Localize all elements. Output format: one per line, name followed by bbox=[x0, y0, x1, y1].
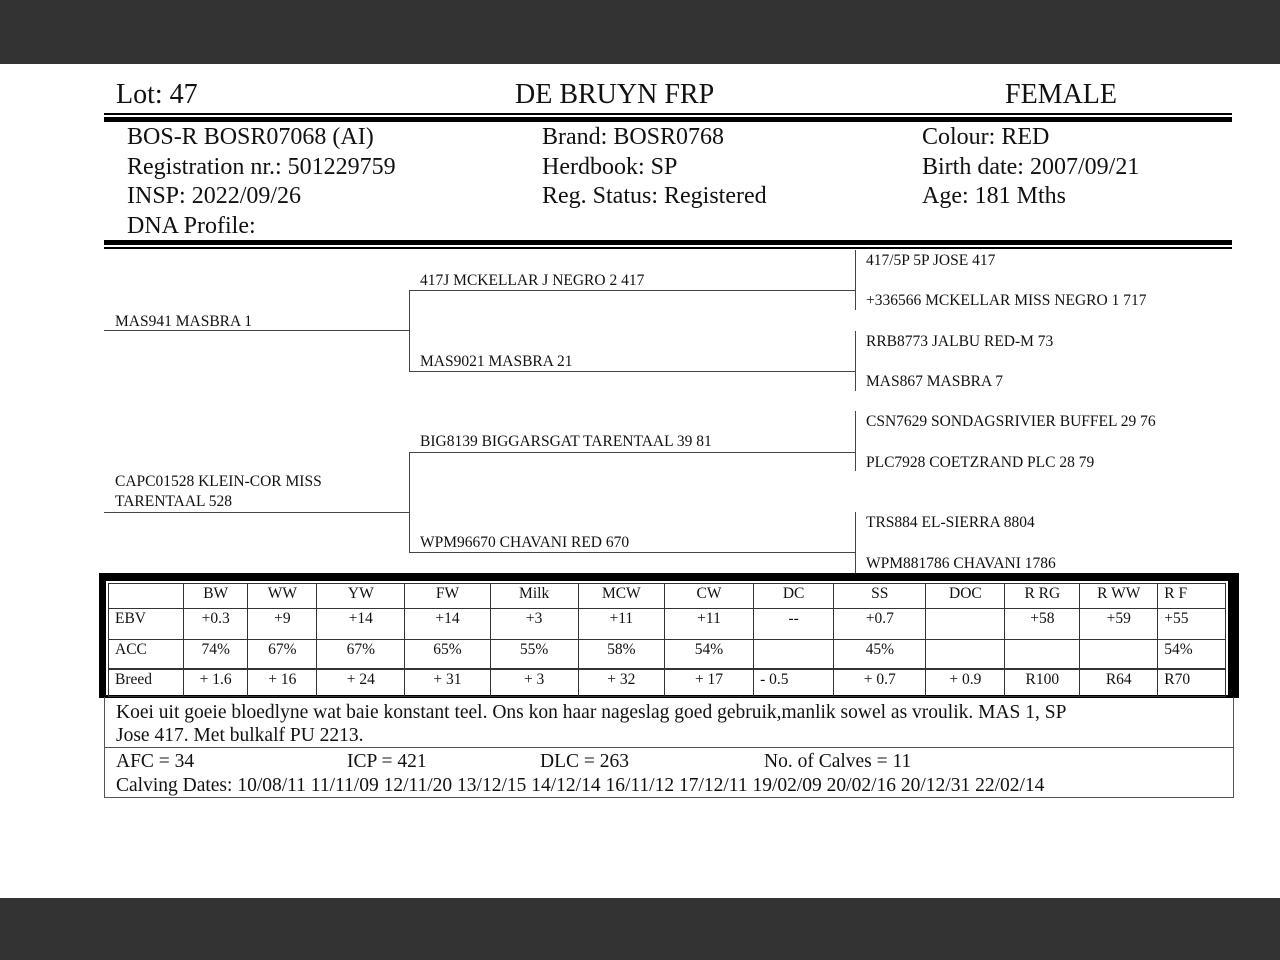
registration-status: Reg. Status: Registered bbox=[542, 183, 767, 209]
table-cell bbox=[926, 640, 1005, 670]
table-cell: + 24 bbox=[317, 669, 405, 697]
birth-date: Birth date: 2007/09/21 bbox=[922, 154, 1140, 180]
table-cell: +0.7 bbox=[834, 609, 926, 640]
bottom-letterbox-bar bbox=[0, 898, 1280, 960]
lot-number: Lot: 47 bbox=[116, 79, 198, 110]
afc-value: AFC = 34 bbox=[116, 751, 195, 772]
table-cell: - 0.5 bbox=[754, 669, 834, 697]
table-cell: +11 bbox=[578, 609, 664, 640]
dam-dam-dam-name: WPM881786 CHAVANI 1786 bbox=[866, 555, 1056, 572]
dlc-value: DLC = 263 bbox=[540, 751, 629, 772]
table-cell: +14 bbox=[405, 609, 490, 640]
header-cell: DC bbox=[754, 584, 834, 609]
ds-bracket bbox=[855, 411, 856, 471]
breeder-name: DE BRUYN FRP bbox=[515, 79, 715, 110]
header-cell: FW bbox=[405, 584, 490, 609]
row-label: EBV bbox=[109, 609, 184, 640]
header-rule-thick bbox=[104, 117, 1232, 122]
sire-dam-line bbox=[409, 371, 855, 372]
table-cell bbox=[926, 609, 1005, 640]
table-cell: 45% bbox=[834, 640, 926, 670]
table-cell bbox=[1005, 640, 1080, 670]
table-cell: + 32 bbox=[578, 669, 664, 697]
ebv-row bbox=[109, 609, 1226, 640]
table-cell bbox=[1080, 640, 1158, 670]
table-cell: R64 bbox=[1080, 669, 1158, 697]
icp-value: ICP = 421 bbox=[347, 751, 427, 772]
dam-name-line1: CAPC01528 KLEIN-COR MISS bbox=[115, 473, 322, 490]
comment-line-2: Jose 417. Met bulkalf PU 2213. bbox=[116, 725, 364, 746]
brand: Brand: BOSR0768 bbox=[542, 124, 725, 150]
table-cell: 54% bbox=[1158, 640, 1226, 670]
table-cell: 67% bbox=[248, 640, 317, 670]
ebv-header-row bbox=[109, 584, 1226, 609]
dam-sire-dam-name: PLC7928 COETZRAND PLC 28 79 bbox=[866, 454, 1095, 471]
inspection-date: INSP: 2022/09/26 bbox=[127, 183, 302, 209]
dam-sire-sire-name: CSN7629 SONDAGSRIVIER BUFFEL 29 76 bbox=[866, 413, 1156, 430]
age: Age: 181 Mths bbox=[922, 183, 1066, 209]
header-cell: BW bbox=[183, 584, 248, 609]
dna-profile: DNA Profile: bbox=[127, 213, 256, 239]
table-cell: 65% bbox=[405, 640, 490, 670]
header-cell: YW bbox=[317, 584, 405, 609]
header-cell: R F bbox=[1158, 584, 1226, 609]
table-cell: +0.3 bbox=[183, 609, 248, 640]
table-cell: + 16 bbox=[248, 669, 317, 697]
dd-bracket bbox=[855, 512, 856, 573]
dam-dam-line bbox=[409, 552, 855, 553]
row-label: Breed bbox=[109, 669, 184, 697]
table-cell: + 17 bbox=[664, 669, 753, 697]
table-cell: + 1.6 bbox=[183, 669, 248, 697]
ebv-table bbox=[108, 583, 1226, 697]
table-cell: + 0.9 bbox=[926, 669, 1005, 697]
table-cell: +11 bbox=[664, 609, 753, 640]
breed-row bbox=[109, 669, 1226, 697]
table-cell: +59 bbox=[1080, 609, 1158, 640]
table-cell: 54% bbox=[664, 640, 753, 670]
header-cell: CW bbox=[664, 584, 753, 609]
table-cell: 55% bbox=[490, 640, 578, 670]
table-cell: R70 bbox=[1158, 669, 1226, 697]
table-cell: +14 bbox=[317, 609, 405, 640]
dam-sire-name: BIG8139 BIGGARSGAT TARENTAAL 39 81 bbox=[420, 433, 712, 450]
sd-bracket bbox=[855, 331, 856, 391]
table-cell: +55 bbox=[1158, 609, 1226, 640]
sire-name: MAS941 MASBRA 1 bbox=[115, 313, 252, 330]
sire-sire-dam-name: +336566 MCKELLAR MISS NEGRO 1 717 bbox=[866, 292, 1147, 309]
table-cell: +58 bbox=[1005, 609, 1080, 640]
dam-connector bbox=[409, 452, 410, 553]
animal-id: BOS-R BOSR07068 (AI) bbox=[127, 124, 374, 150]
calves-count: No. of Calves = 11 bbox=[764, 751, 912, 772]
table-cell: + 0.7 bbox=[834, 669, 926, 697]
info-rule-thick bbox=[104, 240, 1232, 245]
table-cell: 74% bbox=[183, 640, 248, 670]
sire-dam-sire-name: RRB8773 JALBU RED-M 73 bbox=[866, 333, 1054, 350]
herdbook: Herdbook: SP bbox=[542, 154, 678, 180]
header-cell: DOC bbox=[926, 584, 1005, 609]
info-rule-thin bbox=[104, 247, 1232, 249]
header-cell: R WW bbox=[1080, 584, 1158, 609]
header-cell: R RG bbox=[1005, 584, 1080, 609]
dam-sire-line bbox=[409, 452, 855, 453]
table-cell: R100 bbox=[1005, 669, 1080, 697]
row-label: ACC bbox=[109, 640, 184, 670]
ss-bracket bbox=[855, 250, 856, 310]
dam-dam-name: WPM96670 CHAVANI RED 670 bbox=[420, 534, 630, 551]
table-cell: +3 bbox=[490, 609, 578, 640]
dam-line bbox=[104, 512, 409, 513]
header-cell bbox=[109, 584, 184, 609]
table-cell: -- bbox=[754, 609, 834, 640]
table-cell: 67% bbox=[317, 640, 405, 670]
header-cell: WW bbox=[248, 584, 317, 609]
dam-dam-sire-name: TRS884 EL-SIERRA 8804 bbox=[866, 514, 1035, 531]
sire-sire-line bbox=[409, 290, 855, 291]
top-letterbox-bar bbox=[0, 0, 1280, 64]
dam-name-line2: TARENTAAL 528 bbox=[115, 493, 233, 510]
sire-dam-dam-name: MAS867 MASBRA 7 bbox=[866, 373, 1003, 390]
registration-number: Registration nr.: 501229759 bbox=[127, 154, 396, 180]
table-cell bbox=[754, 640, 834, 670]
sire-dam-name: MAS9021 MASBRA 21 bbox=[420, 353, 573, 370]
colour: Colour: RED bbox=[922, 124, 1050, 150]
sire-sire-name: 417J MCKELLAR J NEGRO 2 417 bbox=[420, 272, 645, 289]
header-rule-thin bbox=[104, 113, 1232, 115]
header-cell: MCW bbox=[578, 584, 664, 609]
sire-sire-sire-name: 417/5P 5P JOSE 417 bbox=[866, 252, 996, 269]
sex-label: FEMALE bbox=[1005, 79, 1117, 110]
header-cell: SS bbox=[834, 584, 926, 609]
comment-line-1: Koei uit goeie bloedlyne wat baie konstant teel. Ons kon haar nageslag goed gebruik,manlik sowel as vroulik. MAS 1, SP bbox=[116, 702, 1067, 723]
table-cell: +9 bbox=[248, 609, 317, 640]
table-cell: + 3 bbox=[490, 669, 578, 697]
table-cell: 58% bbox=[578, 640, 664, 670]
table-cell: + 31 bbox=[405, 669, 490, 697]
calving-dates: Calving Dates: 10/08/11 11/11/09 12/11/20 13/12/15 14/12/14 16/11/12 17/12/11 19/02/09 20/02/16 20/12/31 22/02/14 bbox=[116, 775, 1045, 796]
sire-connector bbox=[409, 290, 410, 372]
acc-row bbox=[109, 640, 1226, 670]
header-cell: Milk bbox=[490, 584, 578, 609]
